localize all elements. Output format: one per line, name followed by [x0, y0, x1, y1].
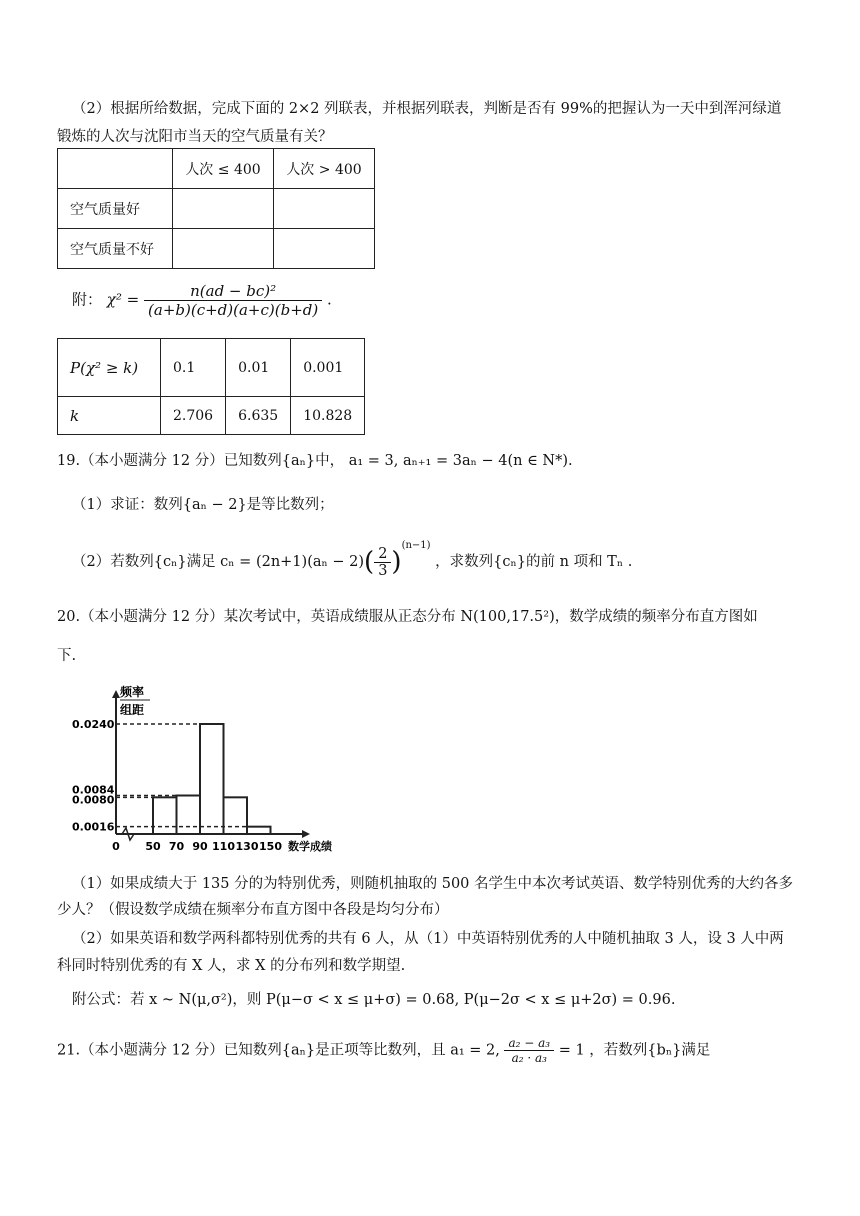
q19-frac-num: 2 [374, 546, 391, 563]
q18-part2-line2: 锻炼的人次与沈阳市当天的空气质量有关？ [57, 129, 333, 145]
critical-table-cell: 0.1 [161, 339, 226, 397]
x-tick-label: 70 [168, 840, 185, 853]
histogram-bar [247, 827, 271, 834]
q20-stem-line2: 下. [57, 648, 77, 664]
table-cell [274, 189, 375, 229]
critical-table-cell: P(χ² ≥ k) [58, 339, 161, 397]
table-row-label: 空气质量好 [58, 189, 173, 229]
x-tick-label: 150 [259, 840, 282, 853]
q19-part2-exponent: (n−1) [401, 540, 431, 551]
q20-part1-line1: （1）如果成绩大于 135 分的为特别优秀，则随机抽取的 500 名学生中本次考试英语、数学特别优秀的大约各多 [72, 876, 794, 892]
table-header-cell: 人次 > 400 [274, 149, 375, 189]
y-tick-label: 0.0240 [72, 718, 115, 731]
q21-stem-prefix: 21.（本小题满分 12 分）已知数列{aₙ}是正项等比数列，且 a₁ = 2, [57, 1042, 505, 1059]
q19-frac-den: 3 [378, 562, 388, 579]
x-axis-arrow [302, 830, 310, 838]
histogram-bar [153, 797, 177, 834]
q21-frac-num: a₂ − a₃ [504, 1036, 554, 1051]
chi-square-formula [72, 282, 332, 319]
x-tick-label: 0 [112, 840, 120, 853]
y-tick-label: 0.0080 [72, 793, 115, 807]
formula-fraction [144, 282, 322, 319]
histogram-bar [200, 724, 224, 834]
formula-suffix: . [327, 290, 332, 309]
q21-stem-suffix: = 1 ，若数列{bₙ}满足 [554, 1042, 711, 1059]
q21-fraction [504, 1036, 554, 1065]
y-axis-label-top: 频率 [120, 685, 145, 699]
critical-table-cell: 0.01 [226, 339, 291, 397]
formula-denominator: (a+b)(c+d)(a+c)(b+d) [148, 301, 319, 319]
table-cell [173, 189, 274, 229]
frequency-histogram [68, 682, 348, 862]
table-header-cell: 人次 ≤ 400 [173, 149, 274, 189]
q18-part2-line1: （2）根据所给数据，完成下面的 2×2 列联表，并根据列联表，判断是否有 99%的把握认为一天中到浑河绿道 [72, 101, 782, 117]
y-axis-arrow [112, 690, 120, 698]
q20-stem-line1: 20.（本小题满分 12 分）某次考试中，英语成绩服从正态分布 N(100,17.5²)，数学成绩的频率分布直方图如 [57, 609, 758, 625]
q20-part2-line2: 科同时特别优秀的有 X 人，求 X 的分布列和数学期望. [57, 958, 406, 974]
histogram-bar [224, 797, 248, 834]
q20-part1-line2: 少人？（假设数学成绩在频率分布直方图中各段是均匀分布） [57, 902, 449, 918]
x-tick-label: 90 [192, 840, 208, 853]
q19-part2-suffix: ，求数列{cₙ}的前 n 项和 Tₙ . [435, 554, 633, 570]
critical-table-cell: 6.635 [226, 397, 291, 435]
x-axis-label: 数学成绩 [288, 840, 332, 853]
q19-part1: （1）求证：数列{aₙ − 2}是等比数列； [72, 497, 334, 513]
q19-part2-prefix: （2）若数列{cₙ}满足 cₙ = (2n+1)(aₙ − 2) [72, 554, 365, 570]
critical-table-cell: k [58, 397, 161, 435]
q19-stem: 19.（本小题满分 12 分）已知数列{aₙ}中， a₁ = 3, aₙ₊₁ = 3aₙ − 4(n ∈ N*). [57, 453, 573, 469]
q21-stem [57, 1036, 710, 1065]
critical-table-cell: 10.828 [291, 397, 365, 435]
histogram-bar [177, 796, 201, 835]
x-tick-label: 50 [145, 840, 161, 853]
x-tick-label: 130 [235, 840, 259, 853]
q19-part2-fraction [374, 546, 391, 579]
table-header-cell [58, 149, 173, 189]
q20-appendix: 附公式：若 x ~ N(μ,σ²)，则 P(μ−σ < x ≤ μ+σ) = 0.68, P(μ−2σ < x ≤ μ+2σ) = 0.96. [72, 992, 676, 1008]
formula-lhs: χ² = [106, 290, 140, 309]
q20-part2-line1: （2）如果英语和数学两科都特别优秀的共有 6 人，从（1）中英语特别优秀的人中随机抽取 3 人，设 3 人中两 [72, 931, 784, 947]
formula-numerator: n(ad − bc)² [144, 282, 322, 301]
y-tick-label: 0.0084 [72, 783, 115, 797]
contingency-table [57, 148, 375, 269]
y-tick-label: 0.0016 [72, 820, 115, 834]
critical-table-cell: 2.706 [161, 397, 226, 435]
table-cell [274, 229, 375, 269]
x-tick-label: 110 [212, 840, 235, 853]
q21-frac-den: a₂ · a₃ [511, 1051, 547, 1065]
q19-part2: （2）若数列{cₙ}满足 cₙ = (2n+1)(aₙ − 2)( $\frac{2}{3}$ )$^{(n-1)}$ ，求数列{cₙ}的前 n 项和 Tₙ . [72, 540, 633, 579]
y-axis-label-bottom: 组距 [120, 703, 145, 717]
table-row-label: 空气质量不好 [58, 229, 173, 269]
formula-prefix: 附： [72, 290, 103, 309]
table-cell [173, 229, 274, 269]
critical-table-cell: 0.001 [291, 339, 365, 397]
critical-value-table [57, 338, 365, 435]
